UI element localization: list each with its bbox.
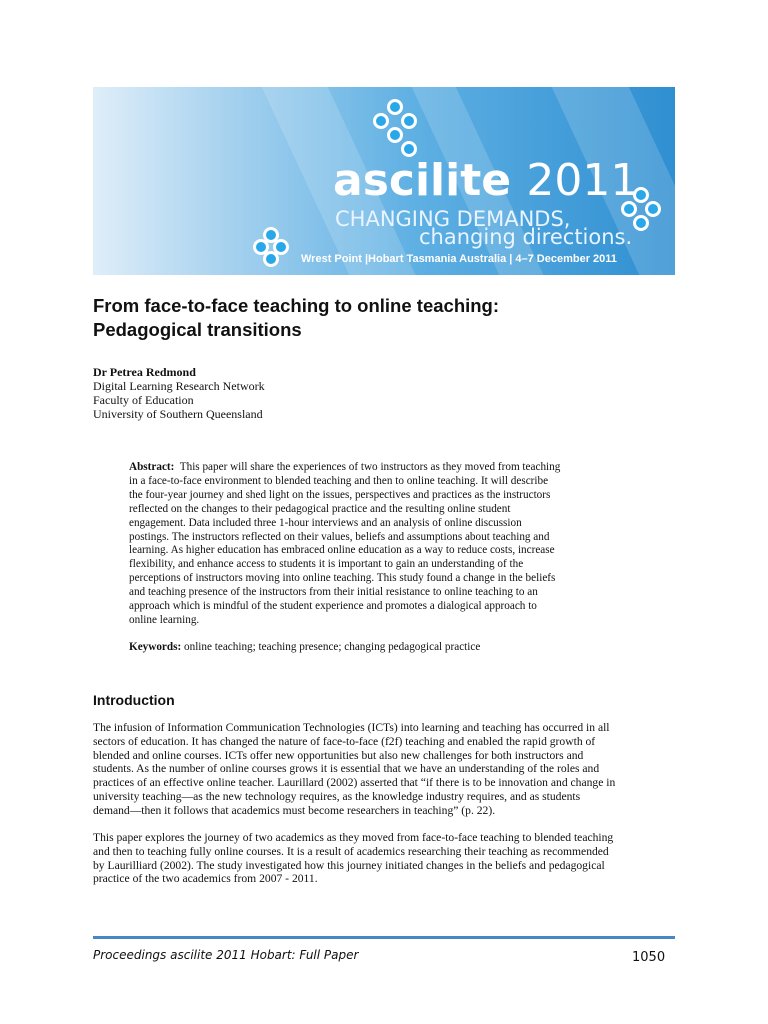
author-name: Dr Petrea Redmond xyxy=(93,365,196,379)
conference-banner xyxy=(93,87,675,275)
banner-tagline-2: changing directions. xyxy=(419,225,633,249)
banner-brand: ascilite 2011 xyxy=(333,155,639,206)
author-block xyxy=(93,365,265,421)
footer-proceedings: Proceedings ascilite 2011 Hobart: Full Paper xyxy=(93,948,359,962)
abstract-label: Abstract: xyxy=(129,461,175,473)
author-affiliation: University of Southern Queensland xyxy=(93,407,263,421)
author-affiliation: Digital Learning Research Network xyxy=(93,379,265,393)
keywords-label: Keywords: xyxy=(129,641,182,653)
abstract: Abstract: This paper will share the experiences of two instructors as they moved from teaching in a face-to-face environment to blended teaching and then to online teaching. It will describe the four-year journey and shed light on the issues, perspectives and practices as the instructors reflected on the changes to their pedagogical practice and the resulting online student engagement. Data included three 1-hour interviews and an analysis of online discussion postings. The instructors reflected on their values, beliefs and assumptions about teaching and learning. As higher education has embraced online education as a way to reduce costs, increase flexibility, and enhance access to students it is important to gain an understanding of the perceptions of instructors moving into online teaching. This study found a change in the beliefs and teaching presence of the instructors from their initial resistance to online teaching to an approach which is mindful of the student experience and promotes a dialogical approach to online learning. xyxy=(129,461,561,626)
author-affiliation: Faculty of Education xyxy=(93,393,194,407)
page-number: 1050 xyxy=(632,950,666,965)
intro-paragraph-1: The infusion of Information Communication Technologies (ICTs) into learning and teaching has occurred in all sectors of education. It has changed the nature of face-to-face (f2f) teaching and enabled the rapid growth of blended and online courses. ICTs offer new opportunities but also new challenges for both instructors and students. As the number of online courses grows it is essential that we have an understanding of the roles and practices of an effective online teacher. Laurillard (2002) asserted that “if there is to be innovation and change in university teaching—as the new technology requires, as the knowledge industry requires, and as students demand—then it follows that academics must become researchers in teaching” (p. 22). xyxy=(93,721,616,817)
keywords: Keywords: online teaching; teaching presence; changing pedagogical practice xyxy=(129,641,481,653)
banner-venue: Wrest Point |Hobart Tasmania Australia | 4–7 December 2011 xyxy=(301,253,617,265)
banner-tagline-1: CHANGING DEMANDS, xyxy=(335,207,571,231)
section-heading-introduction: Introduction xyxy=(93,692,175,708)
footer-divider xyxy=(93,936,675,939)
intro-paragraph-2: This paper explores the journey of two academics as they moved from face-to-face teaching to blended teaching and then to teaching fully online courses. It is a result of academics researching their teaching as recommended by Laurilliard (2002). The study investigated how this journey initiated changes in the beliefs and pedagogical practice of the two academics from 2007 - 2011. xyxy=(93,831,614,886)
paper-title: From face-to-face teaching to online teaching: Pedagogical transitions xyxy=(93,295,500,340)
